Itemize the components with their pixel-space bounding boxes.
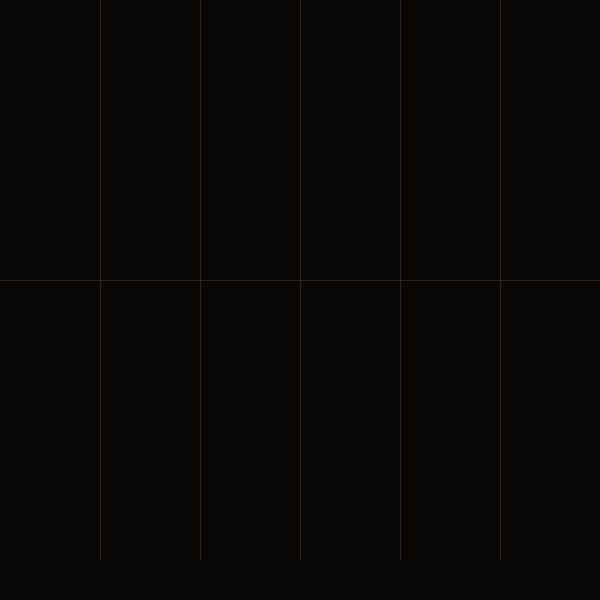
fold-line: [0, 280, 600, 281]
footer: [0, 560, 600, 600]
